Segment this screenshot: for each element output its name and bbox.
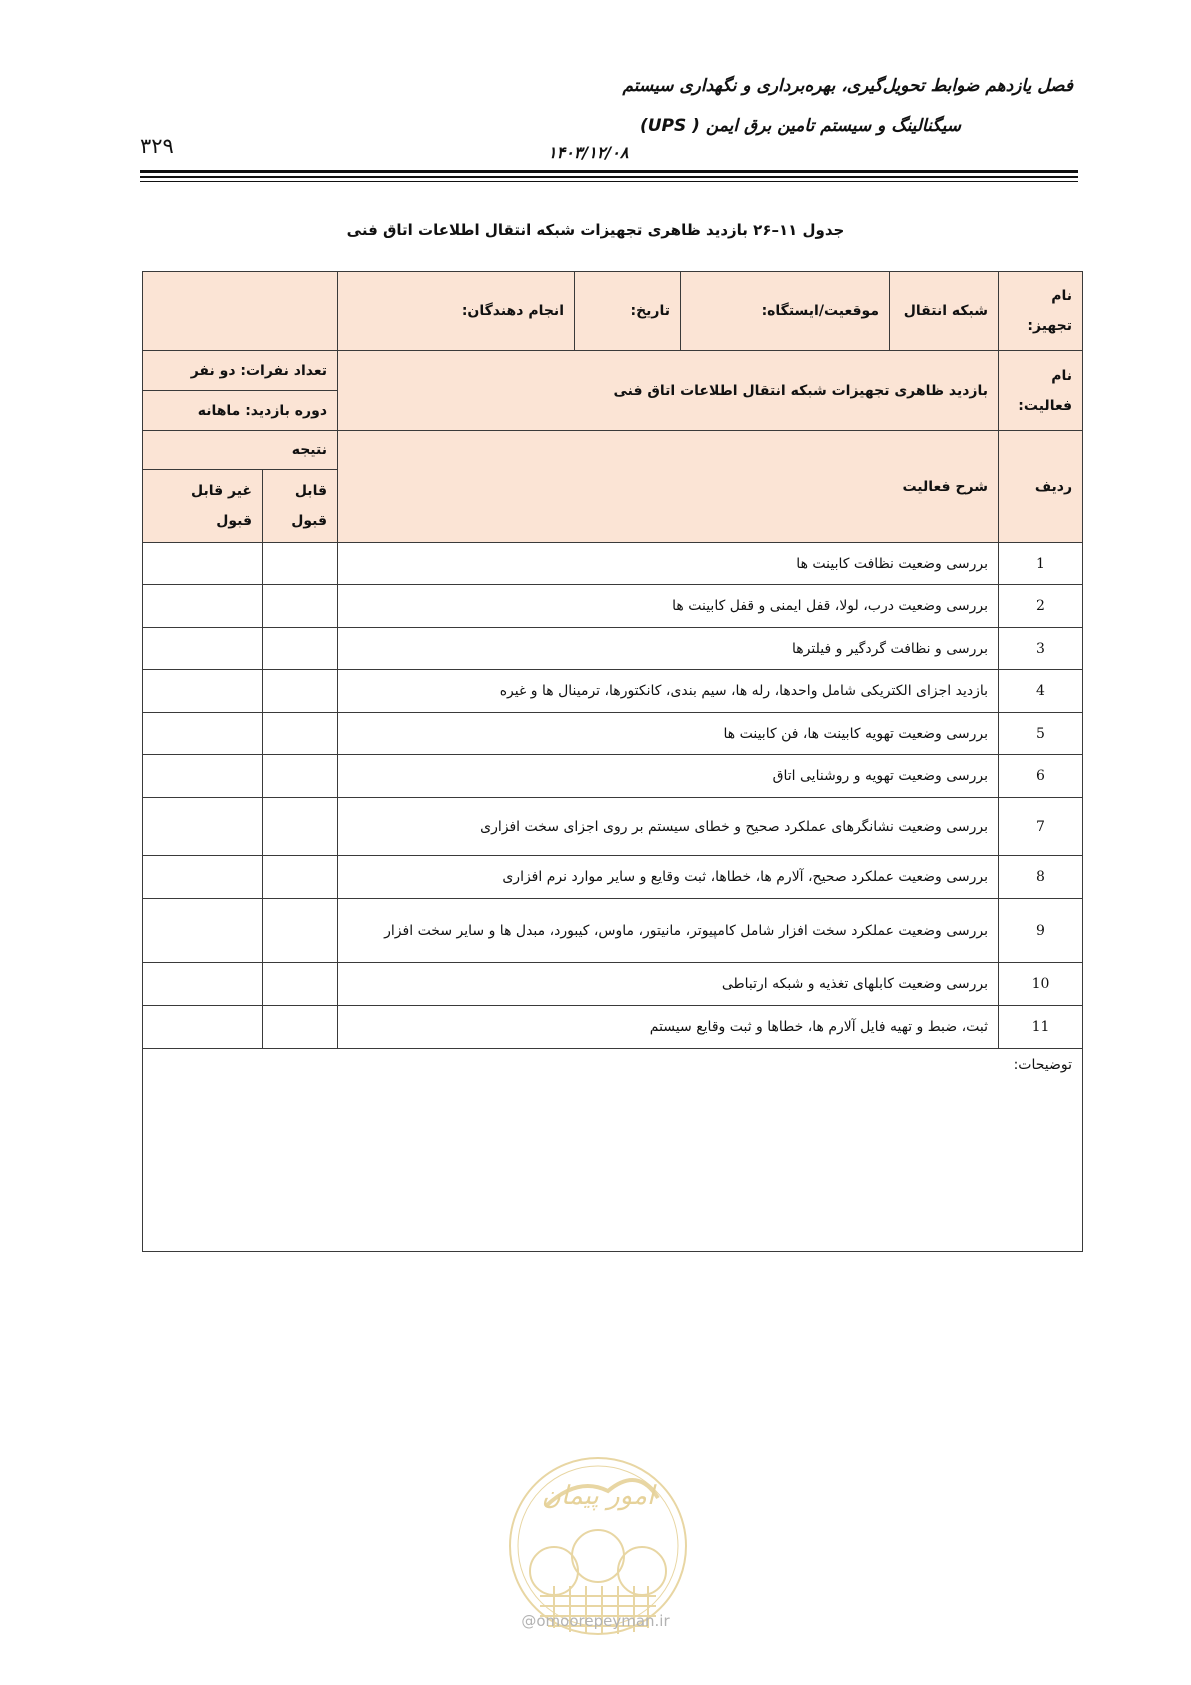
table-row <box>143 963 1083 1006</box>
equipment-label-line2: تجهیز: <box>1027 318 1073 334</box>
table-row <box>143 713 1083 755</box>
table-row <box>143 755 1083 798</box>
reject-checkbox-cell[interactable] <box>143 585 263 628</box>
notes-field[interactable] <box>143 1049 1083 1252</box>
staff-count: تعداد نفرات: دو نفر <box>143 351 338 391</box>
header-rule <box>140 181 1078 182</box>
row-number: 10 <box>999 963 1083 1006</box>
row-number: 9 <box>999 899 1083 963</box>
visit-period: دوره بازدید: ماهانه <box>143 391 338 431</box>
watermark-logo <box>488 1436 708 1676</box>
row-number: 8 <box>999 856 1083 899</box>
document-date: ۱۴۰۳/۱۲/۰۸ <box>548 143 629 162</box>
table-row <box>143 798 1083 856</box>
activity-label-line2: فعالیت: <box>1018 397 1073 414</box>
equipment-row <box>143 272 1083 351</box>
page-number: ۳۲۹ <box>140 134 174 158</box>
inspection-form-table <box>142 271 1083 1252</box>
date-label: تاریخ: <box>575 272 681 351</box>
col-reject-line1: غیر قابل <box>190 483 252 499</box>
activity-description: بررسی و نظافت گردگیر و فیلترها <box>338 628 999 670</box>
accept-checkbox-cell[interactable] <box>263 856 338 899</box>
accept-checkbox-cell[interactable] <box>263 543 338 585</box>
reject-checkbox-cell[interactable] <box>143 670 263 713</box>
accept-checkbox-cell[interactable] <box>263 670 338 713</box>
header-rule <box>140 170 1078 173</box>
row-number: 11 <box>999 1006 1083 1049</box>
notes-label: توضیحات: <box>1013 1057 1073 1073</box>
table-row <box>143 670 1083 713</box>
header-rule <box>140 176 1078 178</box>
activity-label <box>999 351 1083 431</box>
col-description-header: شرح فعالیت <box>338 431 999 543</box>
reject-checkbox-cell[interactable] <box>143 963 263 1006</box>
row-number: 4 <box>999 670 1083 713</box>
accept-checkbox-cell[interactable] <box>263 628 338 670</box>
activity-description: بررسی وضعیت تهویه کابینت ها، فن کابینت ها <box>338 713 999 755</box>
row-number: 2 <box>999 585 1083 628</box>
activity-description: بررسی وضعیت کابلهای تغذیه و شبکه ارتباطی <box>338 963 999 1006</box>
table-caption: جدول ۱۱–۲۶ بازدید ظاهری تجهیزات شبکه انتقال اطلاعات اتاق فنی <box>346 221 845 239</box>
activity-description: بررسی وضعیت نظافت کابینت ها <box>338 543 999 585</box>
activity-description: بررسی وضعیت عملکرد سخت افزار شامل کامپیوتر، مانیتور، ماوس، کیبورد، مبدل ها و سایر سخت افزار <box>338 899 999 963</box>
col-accept-header <box>263 470 338 543</box>
col-accept-line2: قبول <box>291 513 327 529</box>
equipment-label <box>999 272 1083 351</box>
watermark-website: @omoorepeyman.ir <box>521 1612 670 1630</box>
reject-checkbox-cell[interactable] <box>143 1006 263 1049</box>
activity-label-line1: نام <box>1051 367 1073 384</box>
table-row <box>143 585 1083 628</box>
col-result-header: نتیجه <box>143 431 338 470</box>
activity-value: بازدید ظاهری تجهیزات شبکه انتقال اطلاعات اتاق فنی <box>338 351 999 431</box>
accept-checkbox-cell[interactable] <box>263 899 338 963</box>
reject-checkbox-cell[interactable] <box>143 755 263 798</box>
equipment-label-line1: نام <box>1051 288 1073 304</box>
accept-checkbox-cell[interactable] <box>263 585 338 628</box>
reject-checkbox-cell[interactable] <box>143 856 263 899</box>
activity-description: بررسی وضعیت درب، لولا، قفل ایمنی و قفل کابینت ها <box>338 585 999 628</box>
activity-description: بررسی وضعیت عملکرد صحیح، آلارم ها، خطاها، ثبت وقایع و سایر موارد نرم افزاری <box>338 856 999 899</box>
row-number: 3 <box>999 628 1083 670</box>
accept-checkbox-cell[interactable] <box>263 713 338 755</box>
location-label: موقعیت/ایستگاه: <box>681 272 890 351</box>
accept-checkbox-cell[interactable] <box>263 798 338 856</box>
row-number: 6 <box>999 755 1083 798</box>
equipment-value: شبکه انتقال <box>890 272 999 351</box>
reject-checkbox-cell[interactable] <box>143 543 263 585</box>
chapter-subtitle: سیگنالینگ و سیستم تامین برق ایمن ( UPS) <box>639 116 961 136</box>
accept-checkbox-cell[interactable] <box>263 1006 338 1049</box>
table-row <box>143 1006 1083 1049</box>
notes-row <box>143 1049 1083 1252</box>
col-reject-header <box>143 470 263 543</box>
col-accept-line1: قابل <box>294 483 327 499</box>
accept-checkbox-cell[interactable] <box>263 963 338 1006</box>
accept-checkbox-cell[interactable] <box>263 755 338 798</box>
activity-description: بازدید اجزای الکتریکی شامل واحدها، رله ها، سیم بندی، کانکتورها، ترمینال ها و غیره <box>338 670 999 713</box>
reject-checkbox-cell[interactable] <box>143 713 263 755</box>
activity-description: ثبت، ضبط و تهیه فایل آلارم ها، خطاها و ثبت وقایع سیستم <box>338 1006 999 1049</box>
row-number: 7 <box>999 798 1083 856</box>
row-number: 5 <box>999 713 1083 755</box>
activity-list <box>143 543 1083 1049</box>
activity-row <box>143 351 1083 391</box>
col-row-header: ردیف <box>999 431 1083 543</box>
chapter-title: فصل یازدهم ضوابط تحویل‌گیری، بهره‌برداری و نگهداری سیستم <box>622 76 1073 96</box>
table-row <box>143 899 1083 963</box>
col-reject-line2: قبول <box>216 513 252 529</box>
row-number: 1 <box>999 543 1083 585</box>
table-row <box>143 543 1083 585</box>
activity-description: بررسی وضعیت تهویه و روشنایی اتاق <box>338 755 999 798</box>
table-row <box>143 856 1083 899</box>
watermark-logo-text: امور پیمان <box>541 1481 655 1511</box>
reject-checkbox-cell[interactable] <box>143 899 263 963</box>
reject-checkbox-cell[interactable] <box>143 628 263 670</box>
reject-checkbox-cell[interactable] <box>143 798 263 856</box>
activity-description: بررسی وضعیت نشانگرهای عملکرد صحیح و خطای سیستم بر روی اجزای سخت افزاری <box>338 798 999 856</box>
column-header-row <box>143 431 1083 470</box>
table-row <box>143 628 1083 670</box>
performers-label: انجام دهندگان: <box>338 272 575 351</box>
performers-value <box>143 272 338 351</box>
